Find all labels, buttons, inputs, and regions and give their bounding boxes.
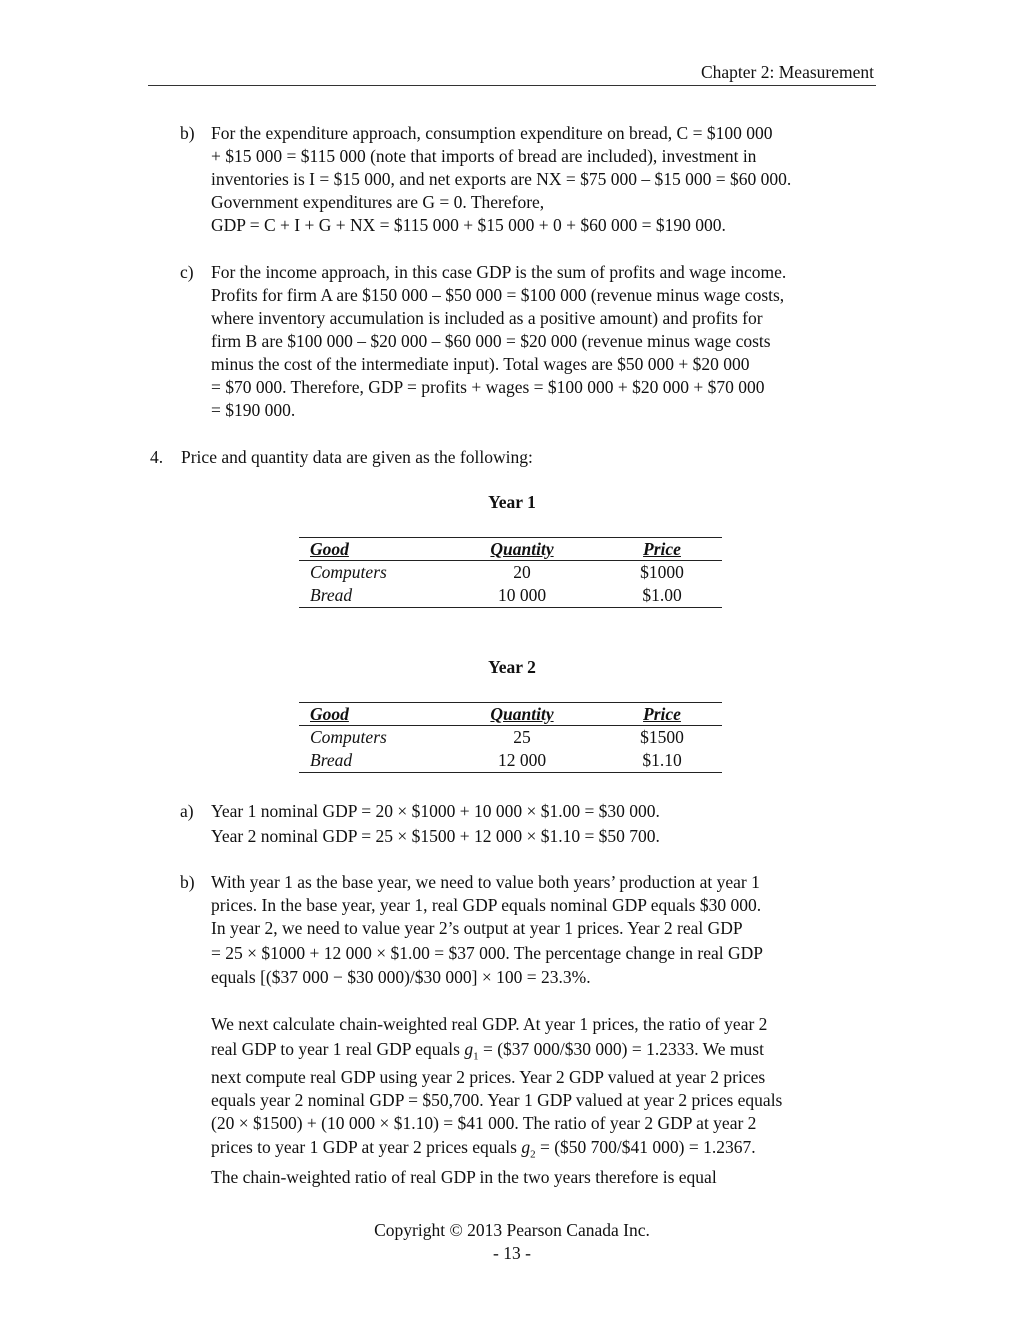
table-cell: $1500	[640, 727, 684, 747]
part-b-line: Government expenditures are G = 0. Therefore,	[211, 192, 545, 212]
chain-line-g2	[211, 1136, 756, 1166]
table-cell: 25	[513, 727, 531, 747]
page-number: - 13 -	[493, 1243, 531, 1263]
year1-table	[299, 537, 722, 608]
chain-text: = ($50 700/$41 000) = 1.2367.	[535, 1137, 756, 1157]
table-row	[299, 561, 722, 585]
answer-b-line: equals [($37 000 − $30 000)/$30 000] × 100 = 23.3%.	[211, 967, 591, 987]
question-number: 4.	[150, 447, 164, 467]
year2-table	[299, 702, 722, 773]
part-b-line: + $15 000 = $115 000 (note that imports of bread are included), investment in	[211, 146, 757, 166]
part-c-line: Profits for firm A are $150 000 – $50 000 = $100 000 (revenue minus wage costs,	[211, 285, 785, 305]
chain-line: (20 × $1500) + (10 000 × $1.10) = $41 000. The ratio of year 2 GDP at year 2	[211, 1113, 757, 1133]
table-cell: 12 000	[497, 750, 547, 770]
table-title: Year 1	[488, 492, 536, 512]
chain-text: prices to year 1 GDP at year 2 prices equals	[211, 1137, 517, 1157]
part-c-line: where inventory accumulation is included as a positive amount) and profits for	[211, 308, 763, 328]
table-cell: 10 000	[497, 585, 547, 605]
part-b-label: b)	[180, 123, 195, 143]
column-header: Price	[643, 704, 681, 724]
chain-line: We next calculate chain-weighted real GDP. At year 1 prices, the ratio of year 2	[211, 1014, 768, 1034]
chain-line-g1	[211, 1038, 764, 1068]
answer-b-line: With year 1 as the base year, we need to value both years’ production at year 1	[211, 872, 760, 892]
table-row	[299, 749, 722, 773]
part-c-line: = $70 000. Therefore, GDP = profits + wages = $100 000 + $20 000 + $70 000	[211, 377, 765, 397]
table-cell: Bread	[310, 585, 353, 605]
table-cell: $1000	[640, 562, 684, 582]
chain-line: The chain-weighted ratio of real GDP in the two years therefore is equal	[211, 1167, 717, 1187]
g2-symbol: g	[521, 1137, 531, 1157]
part-c-line: For the income approach, in this case GDP is the sum of profits and wage income.	[211, 262, 787, 282]
answer-b-line: In year 2, we need to value year 2’s output at year 1 prices. Year 2 real GDP	[211, 918, 743, 938]
table-cell: Computers	[310, 562, 387, 582]
column-header: Quantity	[490, 539, 554, 559]
copyright: Copyright © 2013 Pearson Canada Inc.	[374, 1220, 650, 1240]
g1-symbol: g	[464, 1039, 474, 1059]
g1-subscript: 1	[473, 1050, 479, 1063]
table-header-row	[299, 703, 722, 726]
part-b-line: inventories is I = $15 000, and net exports are NX = $75 000 – $15 000 = $60 000.	[211, 169, 792, 189]
header-rule	[148, 85, 876, 86]
answer-b-line: prices. In the base year, year 1, real GDP equals nominal GDP equals $30 000.	[211, 895, 762, 915]
table-cell: Computers	[310, 727, 387, 747]
answer-b-label: b)	[180, 872, 195, 892]
part-b-line: For the expenditure approach, consumption expenditure on bread, C = $100 000	[211, 123, 773, 143]
answer-a-label: a)	[180, 801, 194, 821]
answer-a-line: Year 2 nominal GDP = 25 × $1500 + 12 000 × $1.10 = $50 700.	[211, 826, 660, 846]
part-c-line: = $190 000.	[211, 400, 296, 420]
part-c-label: c)	[180, 262, 194, 282]
answer-a-line: Year 1 nominal GDP = 20 × $1000 + 10 000 × $1.00 = $30 000.	[211, 801, 660, 821]
chain-text: real GDP to year 1 real GDP equals	[211, 1039, 460, 1059]
table-cell: Bread	[310, 750, 353, 770]
chain-text: = ($37 000/$30 000) = 1.2333. We must	[478, 1039, 764, 1059]
answer-b-line: = 25 × $1000 + 12 000 × $1.00 = $37 000. The percentage change in real GDP	[211, 943, 764, 963]
part-c-line: minus the cost of the intermediate input). Total wages are $50 000 + $20 000	[211, 354, 750, 374]
part-b-line: GDP = C + I + G + NX = $115 000 + $15 000 + 0 + $60 000 = $190 000.	[211, 215, 726, 235]
table-cell: $1.00	[642, 585, 682, 605]
table-row	[299, 726, 722, 750]
table-title: Year 2	[488, 657, 536, 677]
part-c-line: firm B are $100 000 – $20 000 – $60 000 = $20 000 (revenue minus wage costs	[211, 331, 771, 351]
g2-subscript: 2	[530, 1148, 536, 1161]
question-text: Price and quantity data are given as the following:	[181, 447, 533, 467]
column-header: Good	[310, 539, 349, 559]
chain-line: equals year 2 nominal GDP = $50,700. Year 1 GDP valued at year 2 prices equals	[211, 1090, 783, 1110]
table-cell: 20	[513, 562, 531, 582]
column-header: Good	[310, 704, 349, 724]
table-cell: $1.10	[642, 750, 682, 770]
table-row	[299, 584, 722, 608]
chain-line: next compute real GDP using year 2 prices. Year 2 GDP valued at year 2 prices	[211, 1067, 766, 1087]
running-header: Chapter 2: Measurement	[700, 62, 874, 82]
column-header: Price	[643, 539, 681, 559]
column-header: Quantity	[490, 704, 554, 724]
table-header-row	[299, 538, 722, 561]
